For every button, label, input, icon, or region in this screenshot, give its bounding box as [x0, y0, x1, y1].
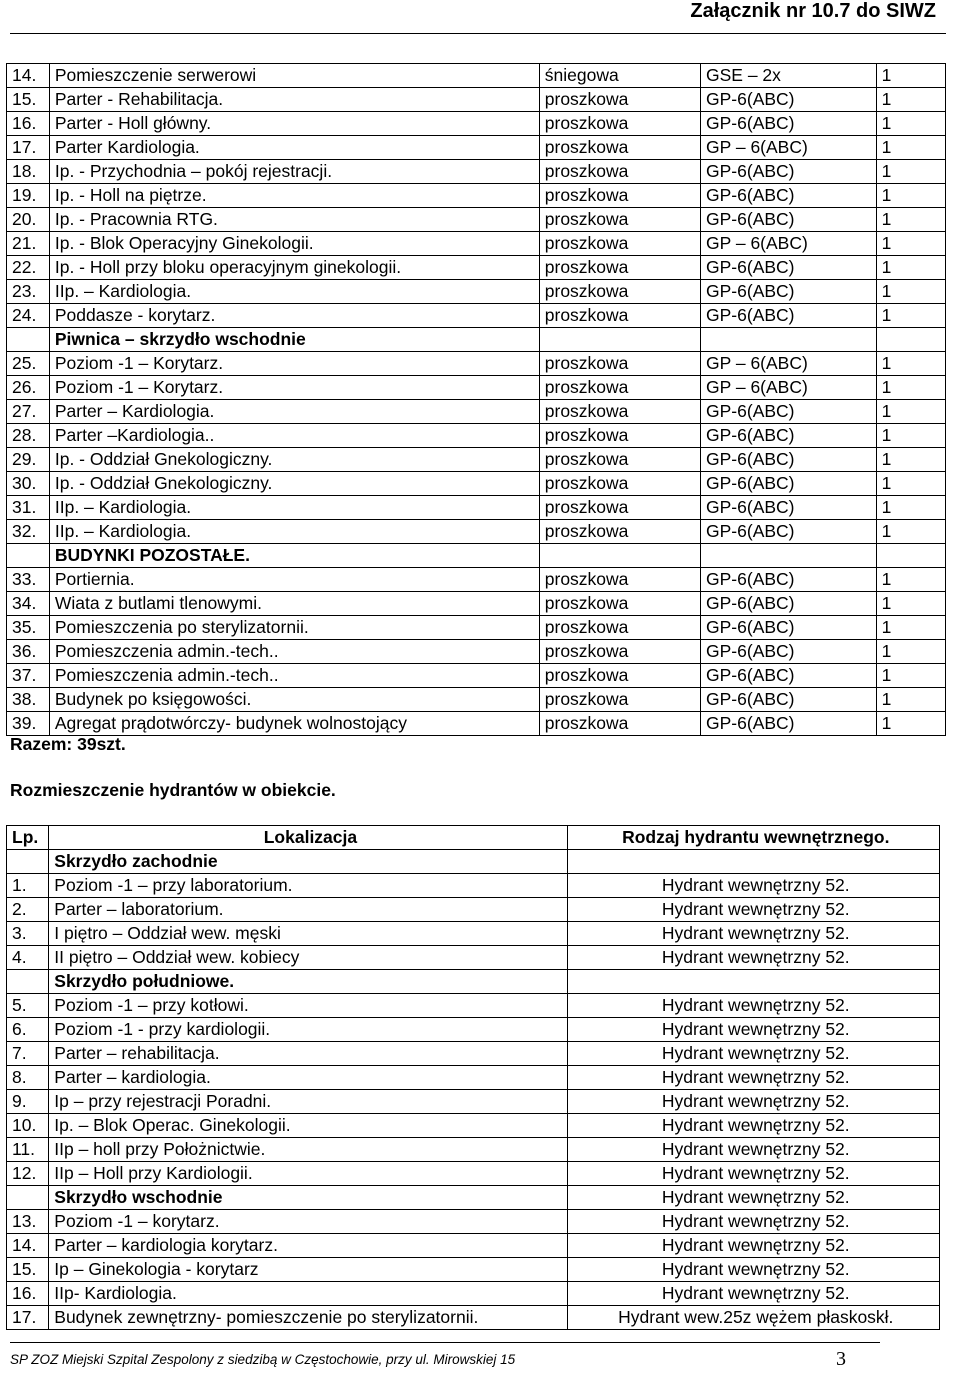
table-row: [7, 1162, 940, 1186]
cell-location: Parter – kardiologia.: [49, 1066, 567, 1090]
cell-type: proszkowa: [539, 688, 700, 712]
cell-hydrant-type: Hydrant wewnętrzny 52.: [567, 1066, 939, 1090]
cell-lp: 36.: [7, 640, 50, 664]
cell-type: [539, 544, 700, 568]
cell-qty: 1: [876, 568, 945, 592]
cell-lp: 15.: [7, 88, 50, 112]
cell-hydrant-type: Hydrant wewnętrzny 52.: [567, 1210, 939, 1234]
cell-qty: 1: [876, 472, 945, 496]
cell-location: Ip. – Blok Operac. Ginekologii.: [49, 1114, 567, 1138]
cell-hydrant-type: Hydrant wewnętrzny 52.: [567, 898, 939, 922]
cell-type: proszkowa: [539, 448, 700, 472]
cell-lp: 37.: [7, 664, 50, 688]
cell-location: Parter – kardiologia korytarz.: [49, 1234, 567, 1258]
table-row: [7, 184, 946, 208]
cell-model: GP-6(ABC): [701, 640, 877, 664]
table-row: [7, 898, 940, 922]
cell-hydrant-type: Hydrant wewnętrzny 52.: [567, 1018, 939, 1042]
cell-type: proszkowa: [539, 256, 700, 280]
cell-lp: 4.: [7, 946, 49, 970]
section-row: [7, 970, 940, 994]
cell-hydrant-type: Hydrant wewnętrzny 52.: [567, 1162, 939, 1186]
cell-lp: 32.: [7, 520, 50, 544]
cell-model: GP-6(ABC): [701, 160, 877, 184]
table-row: [7, 1210, 940, 1234]
table-row: [7, 136, 946, 160]
cell-lp: 33.: [7, 568, 50, 592]
cell-lp: 35.: [7, 616, 50, 640]
cell-lp: 30.: [7, 472, 50, 496]
footer-text: SP ZOZ Miejski Szpital Zespolony z siedzibą w Częstochowie, przy ul. Mirowskiej 15: [10, 1352, 516, 1367]
table-row: [7, 256, 946, 280]
cell-model: GP-6(ABC): [701, 256, 877, 280]
cell-hydrant-type: Hydrant wewnętrzny 52.: [567, 1282, 939, 1306]
cell-model: GP-6(ABC): [701, 592, 877, 616]
cell-location: Ip. - Blok Operacyjny Ginekologii.: [49, 232, 539, 256]
table-row: [7, 640, 946, 664]
table-row: [7, 472, 946, 496]
cell-hydrant-type: Hydrant wewnętrzny 52.: [567, 946, 939, 970]
cell-location: IIp. – Kardiologia.: [49, 280, 539, 304]
cell-location: Piwnica – skrzydło wschodnie: [49, 328, 539, 352]
cell-model: GP-6(ABC): [701, 208, 877, 232]
cell-model: GSE – 2x: [701, 64, 877, 88]
extinguisher-table: [6, 63, 946, 736]
cell-location: Parter –Kardiologia..: [49, 424, 539, 448]
cell-qty: [876, 328, 945, 352]
cell-lp: 12.: [7, 1162, 49, 1186]
cell-location: Poziom -1 - przy kardiologii.: [49, 1018, 567, 1042]
cell-lp: 38.: [7, 688, 50, 712]
cell-lp: 39.: [7, 712, 50, 736]
cell-model: GP-6(ABC): [701, 112, 877, 136]
table-row: [7, 1138, 940, 1162]
cell-lp: 31.: [7, 496, 50, 520]
cell-lp: 16.: [7, 112, 50, 136]
cell-lp: 22.: [7, 256, 50, 280]
cell-qty: 1: [876, 616, 945, 640]
cell-type: proszkowa: [539, 472, 700, 496]
cell-lp: 21.: [7, 232, 50, 256]
cell-lp: 11.: [7, 1138, 49, 1162]
cell-location: Ip. - Holl przy bloku operacyjnym ginekologii.: [49, 256, 539, 280]
cell-location: IIp. – Kardiologia.: [49, 496, 539, 520]
cell-qty: 1: [876, 256, 945, 280]
cell-location: IIp – Holl przy Kardiologii.: [49, 1162, 567, 1186]
cell-lp: 15.: [7, 1258, 49, 1282]
cell-type: proszkowa: [539, 304, 700, 328]
cell-lp: 20.: [7, 208, 50, 232]
cell-model: GP-6(ABC): [701, 400, 877, 424]
cell-model: GP-6(ABC): [701, 688, 877, 712]
cell-lp: 17.: [7, 136, 50, 160]
table-row: [7, 496, 946, 520]
cell-hydrant-type: Hydrant wewnętrzny 52.: [567, 1258, 939, 1282]
cell-model: GP-6(ABC): [701, 304, 877, 328]
hydrant-table-header: [7, 826, 940, 850]
cell-qty: 1: [876, 352, 945, 376]
cell-type: proszkowa: [539, 160, 700, 184]
cell-type: śniegowa: [539, 64, 700, 88]
cell-type: proszkowa: [539, 712, 700, 736]
cell-qty: 1: [876, 232, 945, 256]
cell-type: proszkowa: [539, 352, 700, 376]
cell-type: proszkowa: [539, 376, 700, 400]
cell-qty: 1: [876, 64, 945, 88]
hydrant-table-body: [7, 826, 940, 1330]
cell-type: proszkowa: [539, 136, 700, 160]
cell-qty: 1: [876, 304, 945, 328]
cell-qty: 1: [876, 640, 945, 664]
table-row: [7, 664, 946, 688]
cell-type: proszkowa: [539, 424, 700, 448]
cell-location: Parter Kardiologia.: [49, 136, 539, 160]
cell-qty: 1: [876, 280, 945, 304]
cell-location: Poziom -1 – przy laboratorium.: [49, 874, 567, 898]
header-location: Lokalizacja: [49, 826, 567, 850]
cell-lp: 9.: [7, 1090, 49, 1114]
cell-location: Pomieszczenie serwerowi: [49, 64, 539, 88]
cell-hydrant-type: [567, 850, 939, 874]
cell-lp: 3.: [7, 922, 49, 946]
cell-qty: 1: [876, 184, 945, 208]
cell-lp: [7, 970, 49, 994]
cell-location: IIp. – Kardiologia.: [49, 520, 539, 544]
cell-lp: 1.: [7, 874, 49, 898]
table-row: [7, 1258, 940, 1282]
cell-location: Ip – przy rejestracji Poradni.: [49, 1090, 567, 1114]
table-row: [7, 994, 940, 1018]
cell-type: proszkowa: [539, 640, 700, 664]
cell-location: Poziom -1 – korytarz.: [49, 1210, 567, 1234]
cell-location: Skrzydło zachodnie: [49, 850, 567, 874]
table-row: [7, 304, 946, 328]
table-row: [7, 448, 946, 472]
section-row: [7, 328, 946, 352]
table-row: [7, 922, 940, 946]
cell-location: Skrzydło południowe.: [49, 970, 567, 994]
cell-location: I piętro – Oddział wew. męski: [49, 922, 567, 946]
cell-type: proszkowa: [539, 592, 700, 616]
header-hydrant-type: Rodzaj hydrantu wewnętrznego.: [567, 826, 939, 850]
section-row: [7, 544, 946, 568]
cell-hydrant-type: Hydrant wewnętrzny 52.: [567, 1090, 939, 1114]
table-row: [7, 520, 946, 544]
header-lp: Lp.: [7, 826, 49, 850]
table-row: [7, 1234, 940, 1258]
cell-lp: 34.: [7, 592, 50, 616]
table-row: [7, 946, 940, 970]
table-row: [7, 616, 946, 640]
cell-qty: 1: [876, 400, 945, 424]
hydrant-table: [6, 825, 940, 1330]
cell-hydrant-type: Hydrant wewnętrzny 52.: [567, 874, 939, 898]
cell-lp: [7, 1186, 49, 1210]
cell-location: Parter - Holl główny.: [49, 112, 539, 136]
table-row: [7, 376, 946, 400]
cell-location: Parter – Kardiologia.: [49, 400, 539, 424]
section-row: [7, 850, 940, 874]
cell-lp: 28.: [7, 424, 50, 448]
cell-lp: 10.: [7, 1114, 49, 1138]
table-row: [7, 1114, 940, 1138]
cell-lp: [7, 544, 50, 568]
table-row: [7, 688, 946, 712]
cell-model: GP-6(ABC): [701, 280, 877, 304]
table-row: [7, 1282, 940, 1306]
cell-type: proszkowa: [539, 520, 700, 544]
cell-type: proszkowa: [539, 400, 700, 424]
extinguisher-table-body: [7, 64, 946, 736]
cell-location: Parter – rehabilitacja.: [49, 1042, 567, 1066]
cell-qty: [876, 544, 945, 568]
cell-type: proszkowa: [539, 112, 700, 136]
cell-location: Wiata z butlami tlenowymi.: [49, 592, 539, 616]
cell-type: proszkowa: [539, 568, 700, 592]
cell-model: GP-6(ABC): [701, 616, 877, 640]
cell-qty: 1: [876, 664, 945, 688]
cell-location: Agregat prądotwórczy- budynek wolnostojący: [49, 712, 539, 736]
cell-lp: 8.: [7, 1066, 49, 1090]
cell-lp: 17.: [7, 1306, 49, 1330]
cell-type: proszkowa: [539, 664, 700, 688]
cell-model: GP – 6(ABC): [701, 136, 877, 160]
cell-location: Pomieszczenia admin.-tech..: [49, 640, 539, 664]
cell-type: proszkowa: [539, 496, 700, 520]
cell-qty: 1: [876, 208, 945, 232]
cell-lp: [7, 328, 50, 352]
cell-qty: 1: [876, 448, 945, 472]
cell-location: Poddasze - korytarz.: [49, 304, 539, 328]
cell-lp: 24.: [7, 304, 50, 328]
cell-qty: 1: [876, 520, 945, 544]
table-row: [7, 208, 946, 232]
cell-qty: 1: [876, 112, 945, 136]
cell-lp: 19.: [7, 184, 50, 208]
cell-location: II piętro – Oddział wew. kobiecy: [49, 946, 567, 970]
cell-location: Ip. - Oddział Gnekologiczny.: [49, 448, 539, 472]
cell-hydrant-type: Hydrant wew.25z wężem płaskoskł.: [567, 1306, 939, 1330]
table-row: [7, 712, 946, 736]
section-row: [7, 1186, 940, 1210]
cell-location: Budynek zewnętrzny- pomieszczenie po sterylizatornii.: [49, 1306, 567, 1330]
cell-model: GP-6(ABC): [701, 448, 877, 472]
cell-location: Pomieszczenia admin.-tech..: [49, 664, 539, 688]
cell-qty: 1: [876, 688, 945, 712]
table-row: [7, 160, 946, 184]
table-row: [7, 1306, 940, 1330]
cell-model: GP-6(ABC): [701, 520, 877, 544]
cell-lp: 5.: [7, 994, 49, 1018]
cell-location: Ip. - Holl na piętrze.: [49, 184, 539, 208]
hydrant-section-title: Rozmieszczenie hydrantów w obiekcie.: [10, 780, 336, 800]
cell-lp: 16.: [7, 1282, 49, 1306]
cell-qty: 1: [876, 376, 945, 400]
cell-lp: [7, 850, 49, 874]
cell-model: [701, 544, 877, 568]
cell-location: Ip. - Pracownia RTG.: [49, 208, 539, 232]
cell-hydrant-type: Hydrant wewnętrzny 52.: [567, 1186, 939, 1210]
cell-type: proszkowa: [539, 232, 700, 256]
cell-model: GP-6(ABC): [701, 424, 877, 448]
cell-location: Ip. - Przychodnia – pokój rejestracji.: [49, 160, 539, 184]
cell-lp: 13.: [7, 1210, 49, 1234]
cell-type: proszkowa: [539, 280, 700, 304]
cell-lp: 18.: [7, 160, 50, 184]
cell-hydrant-type: [567, 970, 939, 994]
cell-type: proszkowa: [539, 208, 700, 232]
cell-model: GP-6(ABC): [701, 712, 877, 736]
cell-type: proszkowa: [539, 88, 700, 112]
table-row: [7, 1018, 940, 1042]
cell-hydrant-type: Hydrant wewnętrzny 52.: [567, 1138, 939, 1162]
cell-location: Pomieszczenia po sterylizatornii.: [49, 616, 539, 640]
table-row: [7, 1090, 940, 1114]
cell-lp: 14.: [7, 64, 50, 88]
table-row: [7, 232, 946, 256]
cell-location: Portiernia.: [49, 568, 539, 592]
table-row: [7, 64, 946, 88]
cell-qty: 1: [876, 712, 945, 736]
cell-location: Budynek po księgowości.: [49, 688, 539, 712]
cell-location: Parter - Rehabilitacja.: [49, 88, 539, 112]
cell-location: Poziom -1 – Korytarz.: [49, 352, 539, 376]
cell-hydrant-type: Hydrant wewnętrzny 52.: [567, 1234, 939, 1258]
cell-type: proszkowa: [539, 616, 700, 640]
cell-qty: 1: [876, 424, 945, 448]
cell-qty: 1: [876, 592, 945, 616]
table-row: [7, 874, 940, 898]
cell-qty: 1: [876, 88, 945, 112]
cell-location: BUDYNKI POZOSTAŁE.: [49, 544, 539, 568]
extinguisher-total: Razem: 39szt.: [10, 734, 126, 754]
table-row: [7, 280, 946, 304]
cell-type: [539, 328, 700, 352]
cell-model: GP – 6(ABC): [701, 352, 877, 376]
table-row: [7, 88, 946, 112]
cell-model: GP-6(ABC): [701, 472, 877, 496]
table-row: [7, 1066, 940, 1090]
cell-hydrant-type: Hydrant wewnętrzny 52.: [567, 1042, 939, 1066]
cell-qty: 1: [876, 496, 945, 520]
cell-qty: 1: [876, 160, 945, 184]
cell-location: IIp- Kardiologia.: [49, 1282, 567, 1306]
cell-lp: 6.: [7, 1018, 49, 1042]
cell-hydrant-type: Hydrant wewnętrzny 52.: [567, 922, 939, 946]
cell-lp: 2.: [7, 898, 49, 922]
cell-lp: 26.: [7, 376, 50, 400]
cell-model: GP-6(ABC): [701, 184, 877, 208]
table-row: [7, 400, 946, 424]
table-row: [7, 568, 946, 592]
cell-model: GP – 6(ABC): [701, 376, 877, 400]
cell-lp: 25.: [7, 352, 50, 376]
cell-lp: 7.: [7, 1042, 49, 1066]
cell-location: Poziom -1 – Korytarz.: [49, 376, 539, 400]
cell-hydrant-type: Hydrant wewnętrzny 52.: [567, 994, 939, 1018]
cell-model: GP-6(ABC): [701, 568, 877, 592]
cell-location: Ip – Ginekologia - korytarz: [49, 1258, 567, 1282]
header-divider: [10, 33, 946, 34]
cell-lp: 23.: [7, 280, 50, 304]
cell-hydrant-type: Hydrant wewnętrzny 52.: [567, 1114, 939, 1138]
cell-model: GP-6(ABC): [701, 664, 877, 688]
cell-model: GP-6(ABC): [701, 496, 877, 520]
cell-lp: 27.: [7, 400, 50, 424]
cell-lp: 29.: [7, 448, 50, 472]
cell-location: Ip. - Oddział Gnekologiczny.: [49, 472, 539, 496]
table-row: [7, 424, 946, 448]
table-row: [7, 1042, 940, 1066]
cell-location: Parter – laboratorium.: [49, 898, 567, 922]
footer-divider: [10, 1342, 880, 1343]
cell-location: Skrzydło wschodnie: [49, 1186, 567, 1210]
table-row: [7, 592, 946, 616]
cell-lp: 14.: [7, 1234, 49, 1258]
table-row: [7, 352, 946, 376]
table-row: [7, 112, 946, 136]
cell-model: GP-6(ABC): [701, 88, 877, 112]
page-number: 3: [836, 1348, 846, 1370]
cell-qty: 1: [876, 136, 945, 160]
cell-location: Poziom -1 – przy kotłowi.: [49, 994, 567, 1018]
cell-location: IIp – holl przy Położnictwie.: [49, 1138, 567, 1162]
cell-model: [701, 328, 877, 352]
cell-type: proszkowa: [539, 184, 700, 208]
cell-model: GP – 6(ABC): [701, 232, 877, 256]
page-header-title: Załącznik nr 10.7 do SIWZ: [690, 0, 936, 22]
